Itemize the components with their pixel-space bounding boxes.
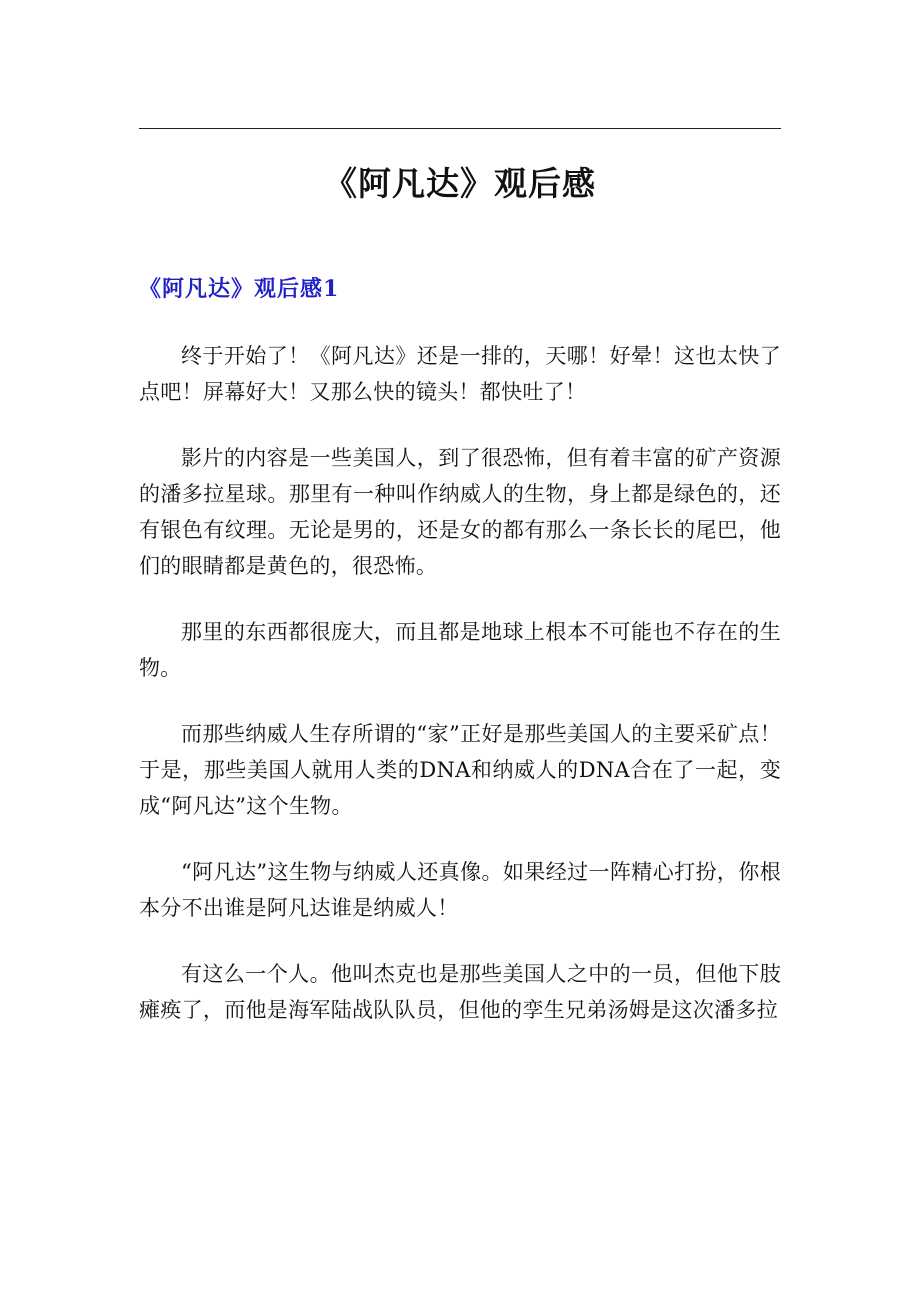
section-heading: 《阿凡达》观后感1 xyxy=(139,276,340,302)
paragraph-4: 而那些纳威人生存所谓的“家”正好是那些美国人的主要采矿点！于是，那些美国人就用人类的DNA和纳威人的DNA合在了一起，变成“阿凡达”这个生物。 xyxy=(139,722,781,818)
paragraph-2: 影片的内容是一些美国人，到了很恐怖，但有着丰富的矿产资源的潘多拉星球。那里有一种叫作纳威人的生物，身上都是绿色的，还有银色有纹理。无论是男的，还是女的都有那么一条长长的尾巴，他们的眼睛都是黄色的，很恐怖。 xyxy=(139,446,781,578)
paragraph-1: 终于开始了！《阿凡达》还是一排的，天哪！好晕！这也太快了点吧！屏幕好大！又那么快的镜头！都快吐了！ xyxy=(139,344,781,404)
paragraph-6: 有这么一个人。他叫杰克也是那些美国人之中的一员，但他下肢瘫痪了，而他是海军陆战队队员，但他的孪生兄弟汤姆是这次潘多拉 xyxy=(139,962,781,1022)
paragraph-5: “阿凡达”这生物与纳威人还真像。如果经过一阵精心打扮，你根本分不出谁是阿凡达谁是纳威人！ xyxy=(139,860,781,920)
header-rule xyxy=(139,128,781,129)
paragraph-3: 那里的东西都很庞大，而且都是地球上根本不可能也不存在的生物。 xyxy=(139,620,781,680)
document-title: 《阿凡达》观后感 xyxy=(324,164,596,203)
document-body xyxy=(139,338,781,1058)
